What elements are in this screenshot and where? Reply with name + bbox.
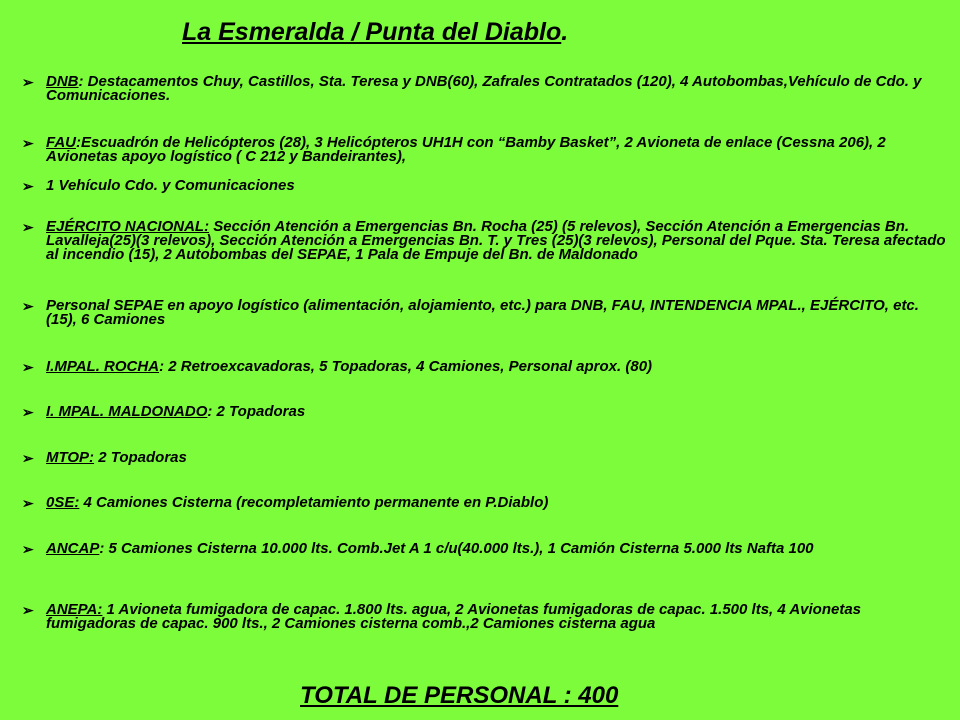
item-label: I.MPAL. ROCHA bbox=[46, 358, 160, 375]
arrow-bullet-icon: ➢ bbox=[22, 602, 34, 618]
arrow-bullet-icon: ➢ bbox=[22, 74, 34, 90]
page-title bbox=[182, 18, 568, 47]
item-text: : Destacamentos Chuy, Castillos, Sta. Teresa y DNB(60), Zafrales Contratados (120), 4 Autobombas,Vehículo de Cdo. y Comunicaciones. bbox=[46, 73, 922, 104]
item-label: 0SE: bbox=[46, 494, 80, 511]
item-label: ANEPA: bbox=[46, 601, 103, 618]
item-text: 4 Camiones Cisterna (recompletamiento permanente en P.Diablo) bbox=[79, 494, 549, 511]
item-text: Personal SEPAE en apoyo logístico (alimentación, alojamiento, etc.) para DNB, FAU, INTENDENCIA MPAL., EJÉRCITO, etc.(15), 6 Camiones bbox=[46, 297, 919, 328]
item-label: ANCAP bbox=[46, 540, 100, 557]
item-label: MTOP: bbox=[46, 449, 95, 466]
title-main: La Esmeralda / Punta del Diablo bbox=[182, 18, 562, 46]
item-label: DNB bbox=[46, 73, 79, 90]
title-suffix: . bbox=[561, 18, 569, 46]
item-text: Sección Atención a Emergencias Bn. Rocha (25) (5 relevos), Sección Atención a Emergencias Bn. Lavalleja(25)(3 relevos), Sección Atención a Emergencias Bn. T. y Tres (25)(3 relevos), Personal del Pque. Sta. Teresa afectado al incendio (15), 2 Autobombas del SEPAE, 1 Pala de Empuje del Bn. de Maldonado bbox=[46, 218, 946, 263]
item-text: : 5 Camiones Cisterna 10.000 lts. Comb.Jet A 1 c/u(40.000 lts.), 1 Camión Cisterna 5.000 lts Nafta 100 bbox=[99, 540, 814, 557]
arrow-bullet-icon: ➢ bbox=[22, 178, 34, 194]
item-label: EJÉRCITO NACIONAL: bbox=[46, 218, 210, 235]
arrow-bullet-icon: ➢ bbox=[22, 219, 34, 235]
item-text: :Escuadrón de Helicópteros (28), 3 Helicópteros UH1H con “Bamby Basket”, 2 Avioneta de enlace (Cessna 206), 2 Avionetas apoyo logístico ( C 212 y Bandeirantes), bbox=[46, 134, 886, 165]
arrow-bullet-icon: ➢ bbox=[22, 495, 34, 511]
total-personal: TOTAL DE PERSONAL : 400 bbox=[300, 682, 619, 709]
arrow-bullet-icon: ➢ bbox=[22, 135, 34, 151]
arrow-bullet-icon: ➢ bbox=[22, 359, 34, 375]
arrow-bullet-icon: ➢ bbox=[22, 450, 34, 466]
item-text: : 2 Topadoras bbox=[207, 403, 306, 420]
item-text: 2 Topadoras bbox=[94, 449, 187, 466]
arrow-bullet-icon: ➢ bbox=[22, 298, 34, 314]
item-text: : 2 Retroexcavadoras, 5 Topadoras, 4 Camiones, Personal aprox. (80) bbox=[159, 358, 653, 375]
item-text: 1 Vehículo Cdo. y Comunicaciones bbox=[46, 177, 295, 194]
item-label: FAU bbox=[46, 134, 76, 151]
arrow-bullet-icon: ➢ bbox=[22, 541, 34, 557]
arrow-bullet-icon: ➢ bbox=[22, 404, 34, 420]
item-label: I. MPAL. MALDONADO bbox=[46, 403, 208, 420]
item-text: 1 Avioneta fumigadora de capac. 1.800 lts. agua, 2 Avionetas fumigadoras de capac. 1.500 lts, 4 Avionetas fumigadoras de capac. 900 lts., 2 Camiones cisterna comb.,2 Camiones cisterna agua bbox=[46, 601, 862, 632]
